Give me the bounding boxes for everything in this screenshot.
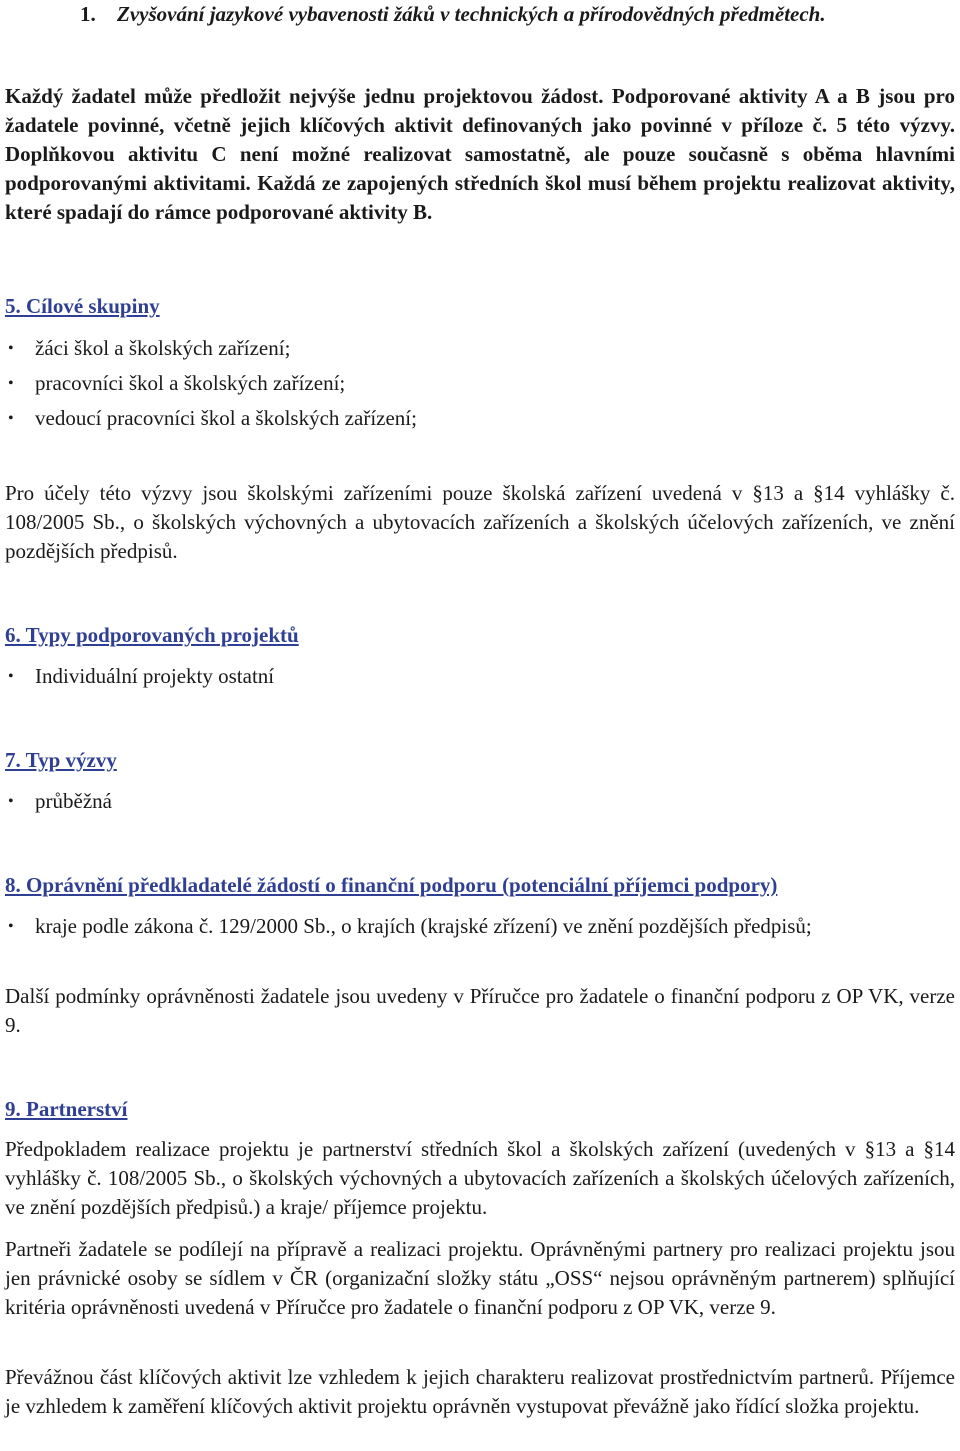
bullet-icon: • [8, 410, 14, 427]
section-6-heading: 6. Typy podporovaných projektů [5, 623, 299, 647]
applicant-paragraph-part3: Každá ze zapojených středních škol musí během projektu realizovat aktivity, které spadají do rámce podporované aktivity B. [5, 171, 955, 224]
item-text: Zvyšování jazykové vybavenosti žáků v technických a přírodovědných předmětech. [117, 2, 826, 26]
section-9-heading: 9. Partnerství [5, 1097, 128, 1121]
section-7-list [5, 787, 955, 816]
applicant-paragraph-part1: Každý žadatel může předložit nejvýše jednu projektovou žádost. Podporované aktivity A a B jsou pro žadatele povinné, včetně jejich klíčových aktivit definovaných jako povinné v příloze č. 5 této výzvy. [5, 84, 955, 137]
item-number: 1. [80, 2, 96, 26]
list-item: • kraje podle zákona č. 129/2000 Sb., o krajích (krajské zřízení) ve znění pozdějších předpisů; [5, 912, 955, 941]
bullet-icon: • [8, 340, 14, 357]
applicant-paragraph-part2: Doplňkovou aktivitu C není možné realizovat samostatně, ale pouze současně s oběma hlavními podporovanými aktivitami. [5, 142, 955, 195]
list-item: • pracovníci škol a školských zařízení; [5, 369, 955, 398]
list-item: • průběžná [5, 787, 955, 816]
section-5-paragraph: Pro účely této výzvy jsou školskými zařízeními pouze školská zařízení uvedená v §13 a §14 vyhlášky č. 108/2005 Sb., o školských výchovných a ubytovacích zařízeních a školských účelových zařízeních, ve znění pozdějších předpisů. [5, 481, 955, 563]
list-item: • Individuální projekty ostatní [5, 662, 955, 691]
section-5-heading: 5. Cílové skupiny [5, 294, 160, 318]
applicant-paragraph [5, 82, 955, 227]
section-8-paragraph: Další podmínky oprávněnosti žadatele jsou uvedeny v Příručce pro žadatele o finanční podporu z OP VK, verze 9. [5, 984, 955, 1037]
bullet-icon: • [8, 375, 14, 392]
section-8-list [5, 912, 955, 941]
bullet-icon: • [8, 668, 14, 685]
section-7-heading: 7. Typ výzvy [5, 748, 117, 772]
section-6-list [5, 662, 955, 691]
bullet-icon: • [8, 918, 14, 935]
bullet-icon: • [8, 793, 14, 810]
section-9-paragraph-1: Předpokladem realizace projektu je partnerství středních škol a školských zařízení (uvedených v §13 a §14 vyhlášky č. 108/2005 Sb., o školských výchovných a ubytovacích zařízeních a školských účelových zařízeních, ve znění pozdějších předpisů.) a kraje/ příjemce projektu. [5, 1137, 955, 1219]
section-9-paragraph-2: Partneři žadatele se podílejí na přípravě a realizaci projektu. Oprávněnými partnery pro realizaci projektu jsou jen právnické osoby se sídlem v ČR (organizační složky státu „OSS“ nejsou oprávněným partnerem) splňující kritéria oprávněnosti uvedená v Příručce pro žadatele o finanční podporu z OP VK, verze 9. [5, 1237, 955, 1319]
numbered-item-1 [80, 0, 955, 29]
section-8-heading: 8. Oprávnění předkladatelé žádostí o finanční podporu (potenciální příjemci podpory) [5, 873, 778, 897]
list-item: • žáci škol a školských zařízení; [5, 334, 955, 363]
section-5-list [5, 334, 955, 433]
section-9-paragraph-3: Převážnou část klíčových aktivit lze vzhledem k jejich charakteru realizovat prostřednictvím partnerů. Příjemce je vzhledem k zaměření klíčových aktivit projektu oprávněn vystupovat převážně jako řídící složka projektu. [5, 1365, 955, 1418]
list-item: • vedoucí pracovníci škol a školských zařízení; [5, 404, 955, 433]
